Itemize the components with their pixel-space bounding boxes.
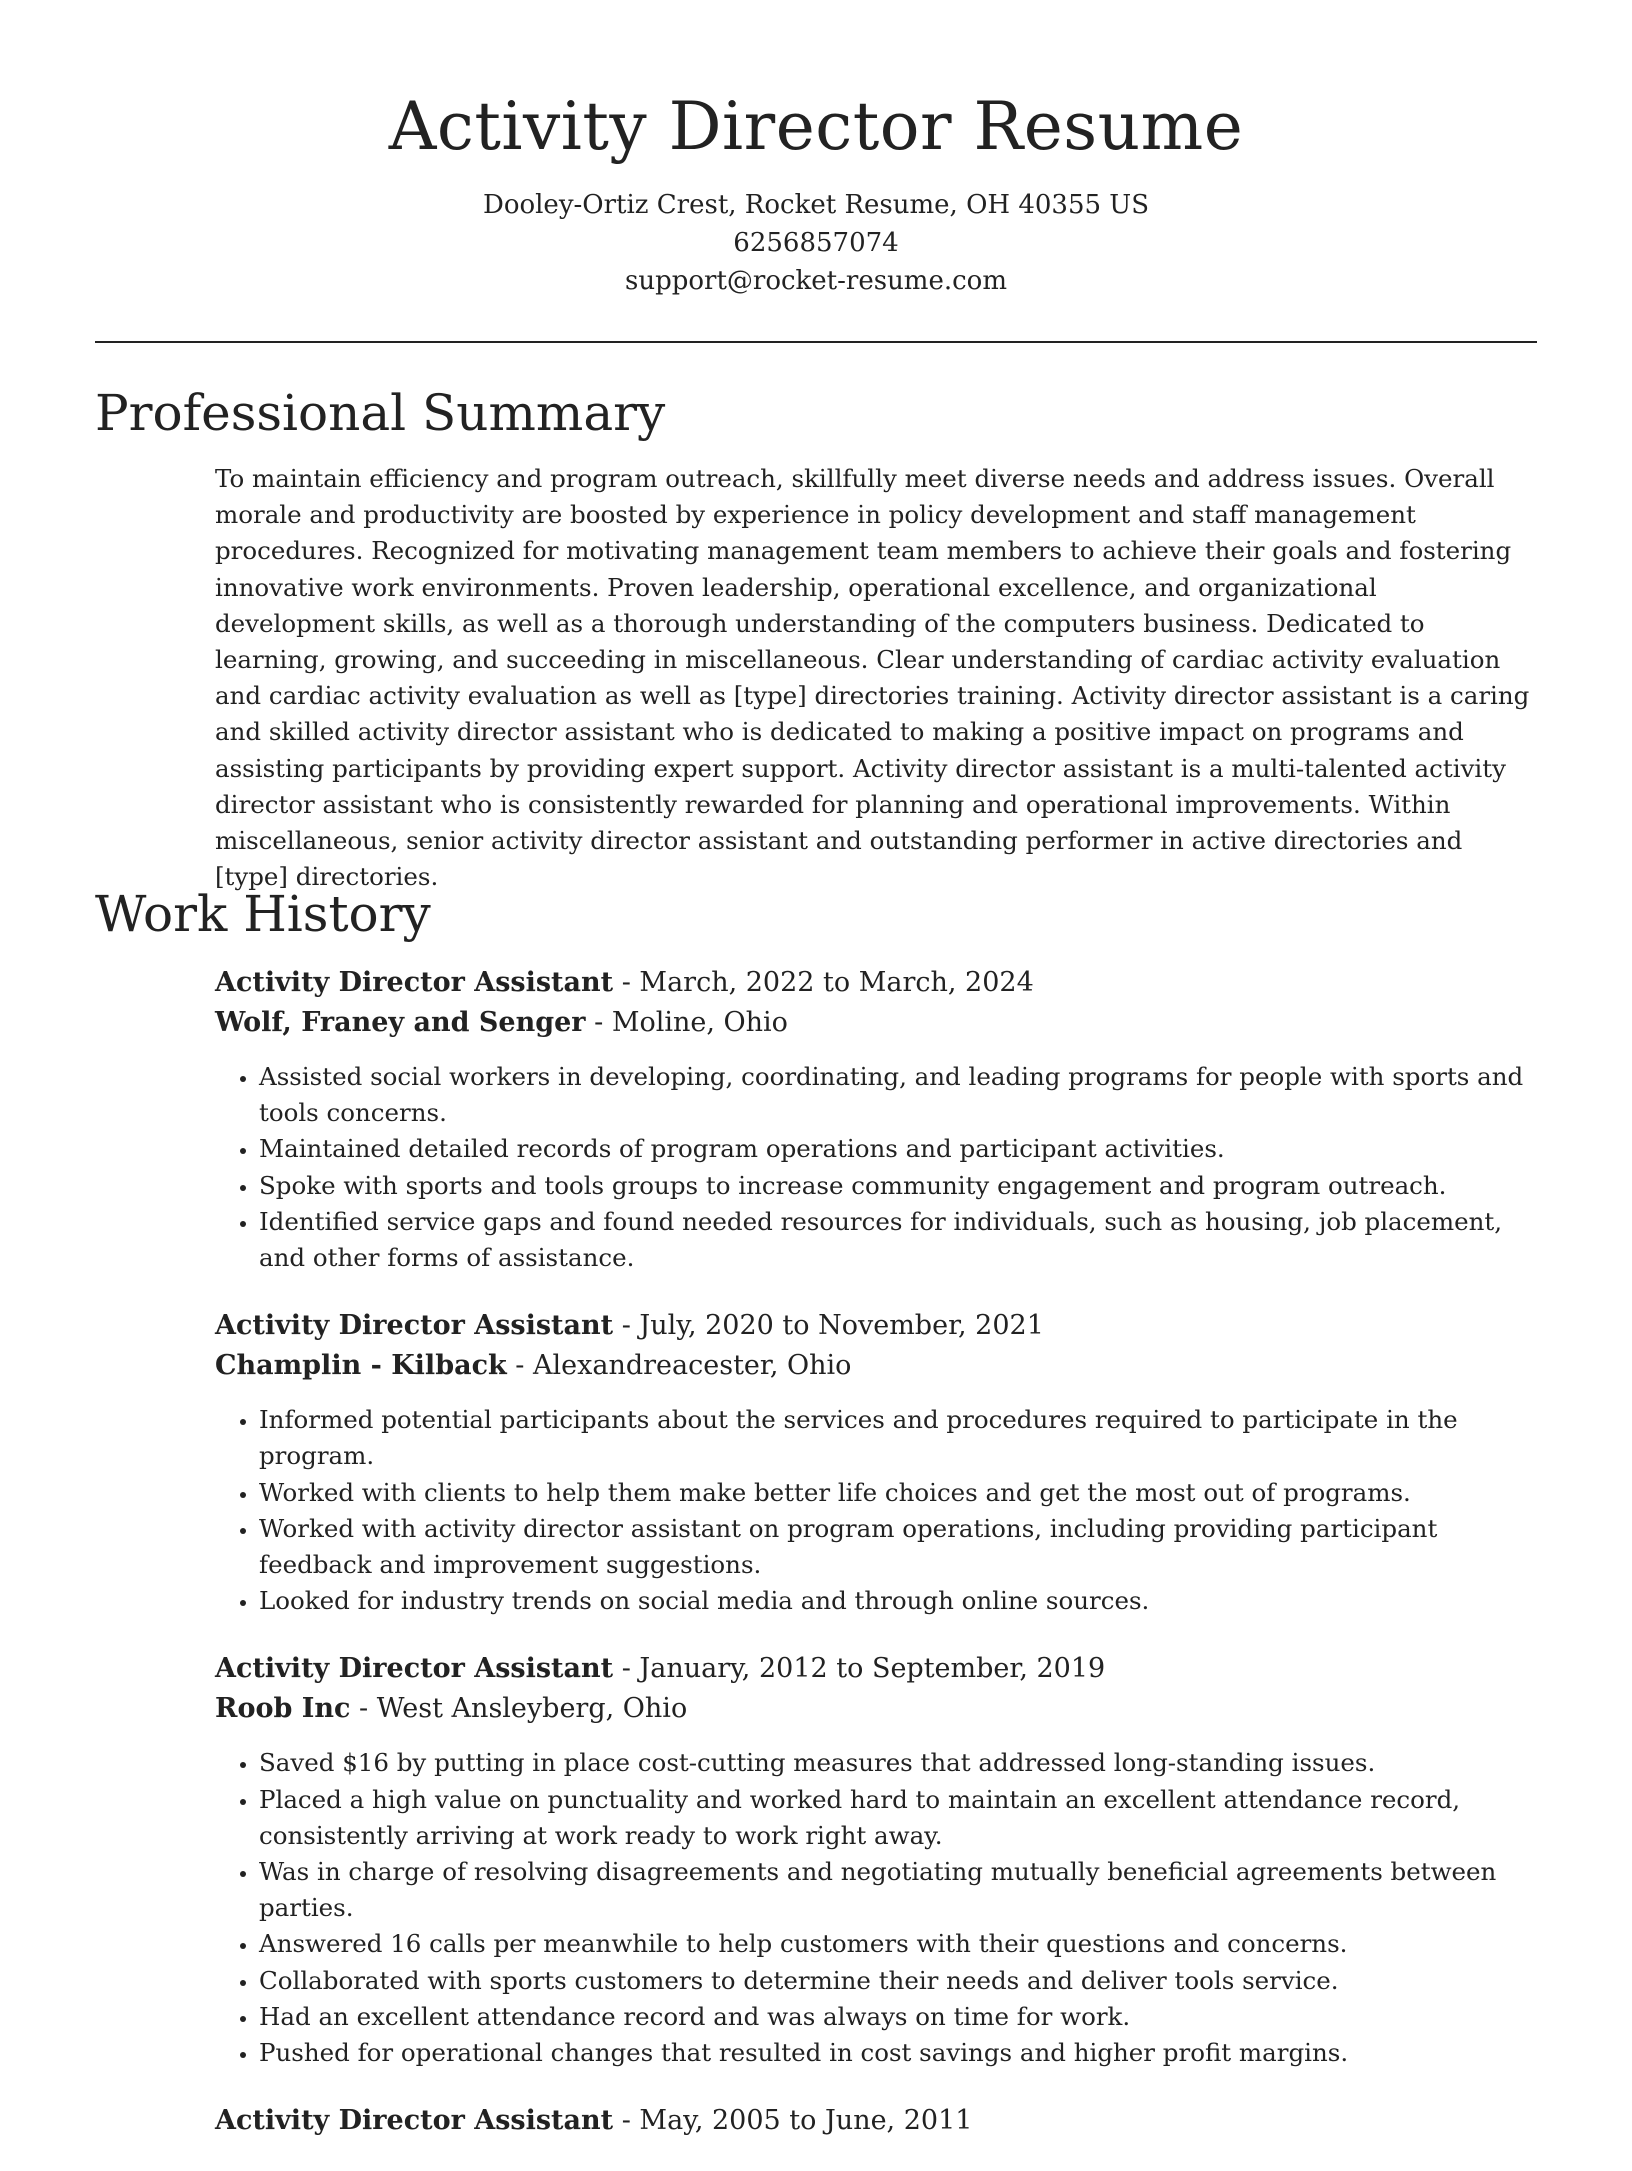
job-separator: - xyxy=(613,1310,640,1342)
work-history-heading: Work History xyxy=(95,885,431,943)
job-separator: - xyxy=(613,1653,640,1685)
job-entry xyxy=(215,1306,1545,1619)
job-dates: May, 2005 to June, 2011 xyxy=(639,2105,973,2137)
job-title-line xyxy=(215,963,1545,1003)
job-bullet: • Identified service gaps and found needed resources for individuals, such as housing, job placement, and other forms of assistance. xyxy=(259,1204,1545,1276)
job-bullet-list xyxy=(215,1059,1545,1276)
job-title: Activity Director Assistant xyxy=(215,967,614,998)
job-entry xyxy=(215,2101,1545,2141)
job-dates: March, 2022 to March, 2024 xyxy=(639,967,1034,998)
job-entry xyxy=(215,1649,1545,2071)
work-history-list xyxy=(215,963,1545,2171)
summary-heading: Professional Summary xyxy=(95,384,666,442)
job-bullet: • Informed potential participants about the services and procedures required to participate in the program. xyxy=(259,1402,1545,1474)
job-bullet-list xyxy=(215,1402,1545,1619)
job-title-line xyxy=(215,2101,1545,2141)
job-bullet: • Placed a high value on punctuality and worked hard to maintain an excellent attendance record, consistently arriving at work ready to work right away. xyxy=(259,1782,1545,1854)
job-company: Wolf, Franey and Senger xyxy=(215,1007,586,1038)
job-separator: - xyxy=(585,1007,612,1038)
job-title: Activity Director Assistant xyxy=(215,1653,614,1685)
job-bullet: • Had an excellent attendance record and was always on time for work. xyxy=(259,1999,1545,2035)
job-company: Roob Inc xyxy=(215,1693,351,1725)
job-bullet: • Pushed for operational changes that resulted in cost savings and higher profit margins. xyxy=(259,2035,1545,2071)
job-company-line xyxy=(215,1689,1545,1729)
job-separator: - xyxy=(613,2105,640,2137)
job-bullet: • Spoke with sports and tools groups to increase community engagement and program outreach. xyxy=(259,1168,1545,1204)
job-separator: - xyxy=(350,1693,377,1725)
job-bullet: • Answered 16 calls per meanwhile to help customers with their questions and concerns. xyxy=(259,1926,1545,1962)
job-bullet: • Saved $16 by putting in place cost-cutting measures that addressed long-standing issues. xyxy=(259,1745,1545,1781)
job-bullet: • Was in charge of resolving disagreements and negotiating mutually beneficial agreements between parties. xyxy=(259,1854,1545,1926)
resume-title: Activity Director Resume xyxy=(388,88,1244,165)
job-entry xyxy=(215,963,1545,1276)
job-location: Moline, Ohio xyxy=(611,1007,788,1038)
job-bullet: • Maintained detailed records of program operations and participant activities. xyxy=(259,1131,1545,1167)
contact-phone: 6256857074 xyxy=(733,228,899,258)
job-title: Activity Director Assistant xyxy=(215,1310,614,1342)
job-company-line xyxy=(215,1346,1545,1386)
job-separator: - xyxy=(506,1350,534,1382)
job-bullet: • Worked with clients to help them make better life choices and get the most out of programs. xyxy=(259,1475,1545,1511)
job-bullet: • Looked for industry trends on social media and through online sources. xyxy=(259,1583,1545,1619)
job-company-line xyxy=(215,1003,1545,1043)
job-title-line xyxy=(215,1649,1545,1689)
job-bullet: • Worked with activity director assistant on program operations, including providing participant feedback and improvement suggestions. xyxy=(259,1511,1545,1583)
job-location: West Ansleyberg, Ohio xyxy=(376,1693,688,1725)
header-divider xyxy=(95,341,1537,343)
job-dates: January, 2012 to September, 2019 xyxy=(639,1653,1106,1685)
job-title: Activity Director Assistant xyxy=(215,2105,614,2137)
job-title-line xyxy=(215,1306,1545,1346)
job-bullet: • Assisted social workers in developing, coordinating, and leading programs for people with sports and tools concerns. xyxy=(259,1059,1545,1131)
contact-block xyxy=(0,186,1632,300)
job-bullet: • Collaborated with sports customers to determine their needs and deliver tools service. xyxy=(259,1963,1545,1999)
summary-text: To maintain efficiency and program outreach, skillfully meet diverse needs and address issues. Overall morale and productivity are boosted by experience in policy development and staff management procedures. Recognized for motivating management team members to achieve their goals and fostering innovative work environments. Proven leadership, operational excellence, and organizational development skills, as well as a thorough understanding of the computers business. Dedicated to learning, growing, and succeeding in miscellaneous. Clear understanding of cardiac activity evaluation and cardiac activity evaluation as well as [type] directories training. Activity director assistant is a caring and skilled activity director assistant who is dedicated to making a positive impact on programs and assisting participants by providing expert support. Activity director assistant is a multi-talented activity director assistant who is consistently rewarded for planning and operational improvements. Within miscellaneous, senior activity director assistant and outstanding performer in active directories and [type] directories. xyxy=(215,464,1530,892)
job-dates: July, 2020 to November, 2021 xyxy=(639,1310,1044,1342)
job-company: Champlin - Kilback xyxy=(215,1350,507,1382)
resume-header xyxy=(0,0,1632,300)
job-location: Alexandreacester, Ohio xyxy=(533,1350,852,1382)
job-bullet-list xyxy=(215,1745,1545,2071)
contact-email: support@rocket-resume.com xyxy=(624,266,1007,296)
job-separator: - xyxy=(613,967,640,998)
contact-address: Dooley-Ortiz Crest, Rocket Resume, OH 40355 US xyxy=(482,190,1150,220)
